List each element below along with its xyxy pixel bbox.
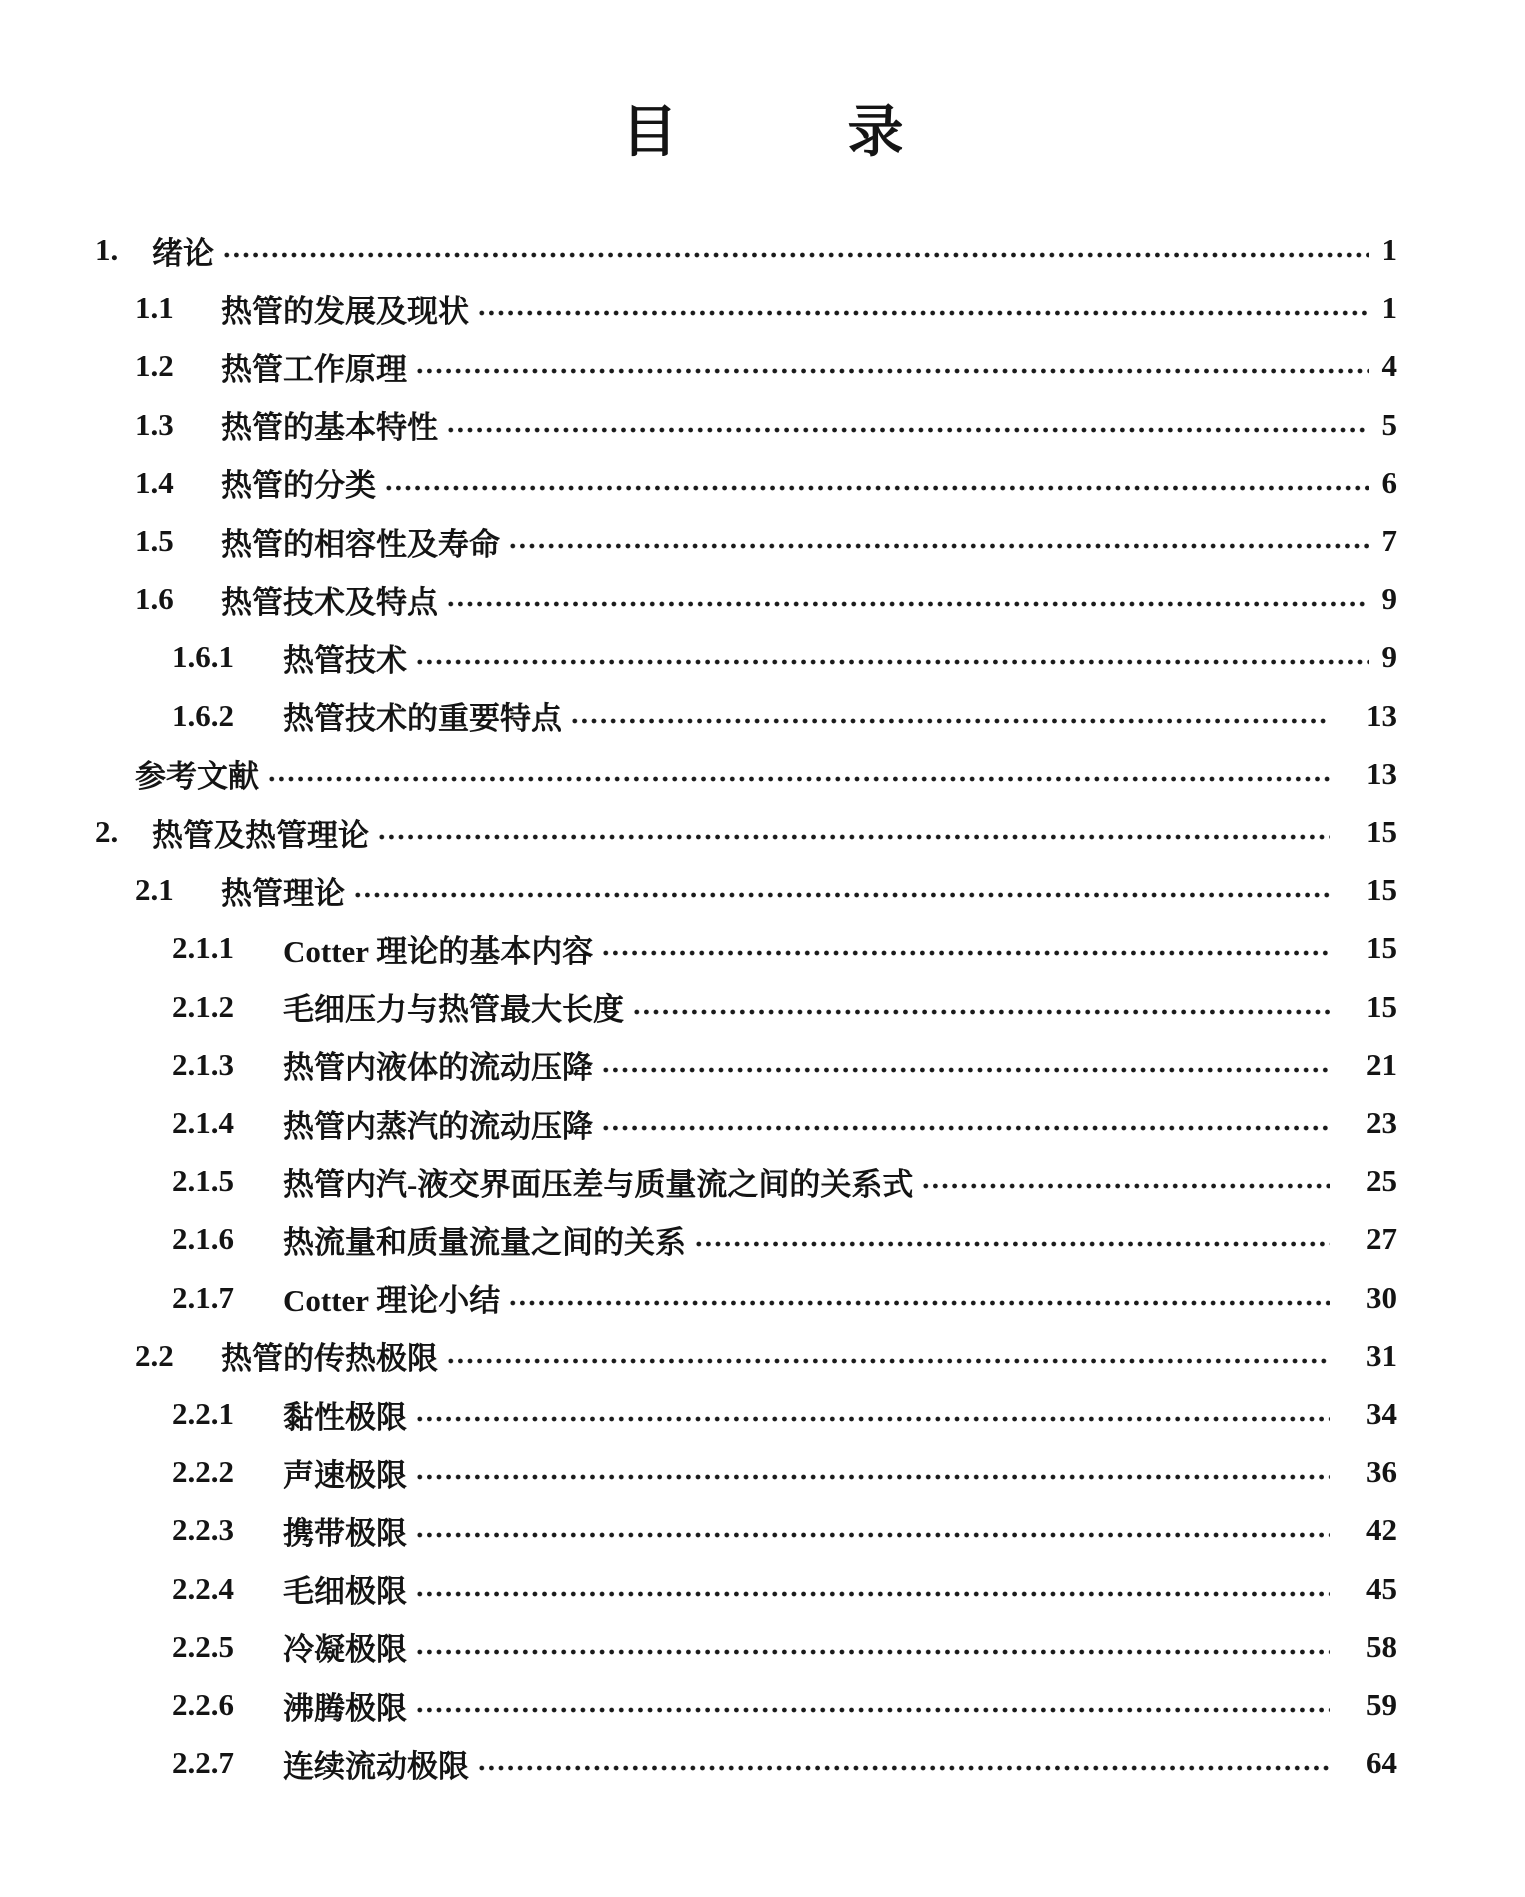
toc-entry[interactable] [172,694,1397,738]
toc-entry-title: 热管内液体的流动压降 [283,1050,593,1086]
dot-leader [446,1357,1330,1365]
toc-entry[interactable] [172,1508,1397,1552]
toc-entry[interactable] [135,286,1397,330]
toc-entry-page: 15 [1366,930,1397,966]
dot-leader [415,1706,1330,1714]
toc-entry-number: 1. [95,232,119,267]
toc-entry-number: 1.5 [135,523,174,558]
toc-entry[interactable] [172,926,1397,970]
toc-entry-page: 42 [1366,1512,1397,1548]
toc-entry[interactable] [135,519,1397,563]
toc-entry[interactable] [172,1683,1397,1727]
dot-leader [384,484,1369,492]
toc-entry-number: 2.1.3 [172,1046,234,1082]
toc-entry[interactable] [172,1043,1397,1087]
toc-entry-page: 23 [1366,1105,1397,1140]
toc-entry[interactable] [172,1276,1397,1320]
toc-entry-number: 2.1.4 [172,1105,234,1140]
toc-entry-page: 34 [1366,1396,1397,1431]
toc-entry-page: 13 [1366,697,1397,733]
toc-entry[interactable] [135,461,1397,505]
toc-entry-number: 2.2.2 [172,1454,234,1490]
dot-leader [601,949,1330,957]
toc-entry-number: 1.3 [135,406,174,442]
toc-entry[interactable] [135,403,1397,447]
title-char-1: 目 [621,102,678,164]
toc-entry-number: 2.1.7 [172,1279,234,1315]
toc-entry-number: 1.6 [135,581,174,617]
toc-entry[interactable] [172,985,1397,1029]
toc-entry-title: 热管技术 [283,642,407,678]
toc-entry-page: 5 [1381,406,1397,442]
dot-leader [377,833,1330,841]
toc-entry-page: 58 [1366,1628,1397,1664]
dot-leader [446,600,1369,608]
toc-entry-title: 热管理论 [221,875,345,911]
toc-entry-title: 热管技术及特点 [221,584,438,620]
toc-entry-page: 9 [1381,581,1397,617]
toc-entry-title: 沸腾极限 [283,1690,407,1726]
toc-entry-number: 2.2.3 [172,1512,234,1548]
toc-entry[interactable] [172,1450,1397,1494]
toc-entry-title: 连续流动极限 [283,1748,469,1784]
toc-entry-number: 1.1 [135,290,174,326]
toc-entry-number: 2.2.4 [172,1570,234,1606]
dot-leader [632,1008,1330,1016]
toc-entry-title: 热管的分类 [221,468,376,504]
dot-leader [222,251,1369,259]
toc-entry-page: 6 [1381,464,1397,500]
toc-entry-number: 2.2 [135,1337,174,1373]
toc-entry-title: 热管的发展及现状 [221,293,469,329]
dot-leader [415,658,1369,666]
toc-entry-page: 30 [1366,1279,1397,1315]
toc-entry-number: 2.2.6 [172,1687,234,1722]
toc-entry[interactable] [135,752,1397,796]
dot-leader [477,309,1369,317]
toc-entry[interactable] [135,344,1397,388]
toc-entry-number: 2.1 [135,872,174,908]
toc-entry-title: 参考文献 [135,759,259,795]
dot-leader [508,1299,1330,1307]
toc-entry[interactable] [172,635,1397,679]
toc-entry-title: 毛细极限 [283,1574,407,1610]
toc-entry-page: 59 [1366,1687,1397,1722]
toc-entry-title: 热管的基本特性 [221,410,438,446]
toc-entry-page: 15 [1366,814,1397,849]
dot-leader [446,426,1369,434]
toc-entry-title: 黏性极限 [283,1399,407,1435]
toc-entry-title: Cotter 理论的基本内容 [283,933,594,969]
toc-entry-title: 毛细压力与热管最大长度 [283,992,624,1028]
toc-entry-page: 4 [1381,348,1397,384]
toc-entry-number: 1.4 [135,464,174,500]
toc-entry[interactable] [172,1392,1397,1436]
toc-entry-page: 45 [1366,1570,1397,1606]
toc-entry[interactable] [135,1334,1397,1378]
toc-entry-title: 热管的传热极限 [221,1341,438,1377]
toc-entry-number: 2.1.6 [172,1221,234,1257]
toc-entry-page: 31 [1366,1337,1397,1373]
toc-entry-page: 13 [1366,755,1397,791]
toc-entry-page: 9 [1381,639,1397,675]
toc-entry-number: 1.6.1 [172,639,234,675]
dot-leader [353,891,1330,899]
toc-entry[interactable] [95,810,1397,854]
toc-entry-page: 15 [1366,872,1397,908]
toc-entry-number: 2.2.7 [172,1745,234,1781]
toc-entry-number: 2.2.5 [172,1628,234,1664]
toc-entry[interactable] [172,1159,1397,1203]
toc-entry-page: 21 [1366,1046,1397,1082]
page-title [0,88,1525,168]
toc-entry-title: Cotter 理论小结 [283,1283,501,1319]
dot-leader [570,717,1330,725]
toc-entry-page: 27 [1366,1221,1397,1257]
toc-entry-number: 2.1.5 [172,1163,234,1199]
toc-entry[interactable] [135,868,1397,912]
dot-leader [508,542,1369,550]
dot-leader [601,1124,1330,1132]
toc-entry-number: 1.6.2 [172,697,234,733]
dot-leader [415,1415,1330,1423]
dot-leader [415,1531,1330,1539]
toc-entry-title: 热流量和质量流量之间的关系 [283,1224,686,1260]
toc-entry-title: 绪论 [152,235,214,271]
toc-entry-title: 热管的相容性及寿命 [221,526,500,562]
toc-entry-number: 2. [95,814,119,849]
toc-entry-page: 36 [1366,1454,1397,1490]
toc-entry-number: 2.1.1 [172,930,234,966]
dot-leader [694,1240,1330,1248]
toc-entry-page: 64 [1366,1745,1397,1781]
toc-entry-page: 1 [1381,232,1397,267]
toc-entry-title: 热管工作原理 [221,351,407,387]
dot-leader [415,1473,1330,1481]
toc-entry-title: 冷凝极限 [283,1632,407,1668]
title-char-2: 录 [847,102,904,164]
toc-entry-page: 15 [1366,988,1397,1024]
toc-entry-title: 声速极限 [283,1457,407,1493]
toc-entry-title: 携带极限 [283,1515,407,1551]
toc-entry[interactable] [172,1625,1397,1669]
toc-entry-number: 1.2 [135,348,174,384]
toc-entry-title: 热管及热管理论 [152,817,369,853]
toc-entry[interactable] [172,1217,1397,1261]
toc-entry[interactable] [172,1567,1397,1611]
toc-entry-title: 热管内汽-液交界面压差与质量流之间的关系式 [283,1166,914,1202]
dot-leader [921,1182,1330,1190]
dot-leader [477,1764,1330,1772]
toc-entry[interactable] [135,577,1397,621]
toc-entry-title: 热管内蒸汽的流动压降 [283,1108,593,1144]
toc-entry-number: 2.1.2 [172,988,234,1024]
toc-entry-page: 25 [1366,1163,1397,1199]
dot-leader [601,1066,1330,1074]
toc-entry-title: 热管技术的重要特点 [283,701,562,737]
dot-leader [415,1648,1330,1656]
toc-entry[interactable] [172,1741,1397,1785]
toc-entry-page: 7 [1381,523,1397,558]
toc-entry-number: 2.2.1 [172,1396,234,1431]
toc-entry-page: 1 [1381,290,1397,326]
dot-leader [415,367,1369,375]
dot-leader [267,775,1330,783]
toc-entry[interactable] [95,228,1397,272]
dot-leader [415,1590,1330,1598]
toc-entry[interactable] [172,1101,1397,1145]
